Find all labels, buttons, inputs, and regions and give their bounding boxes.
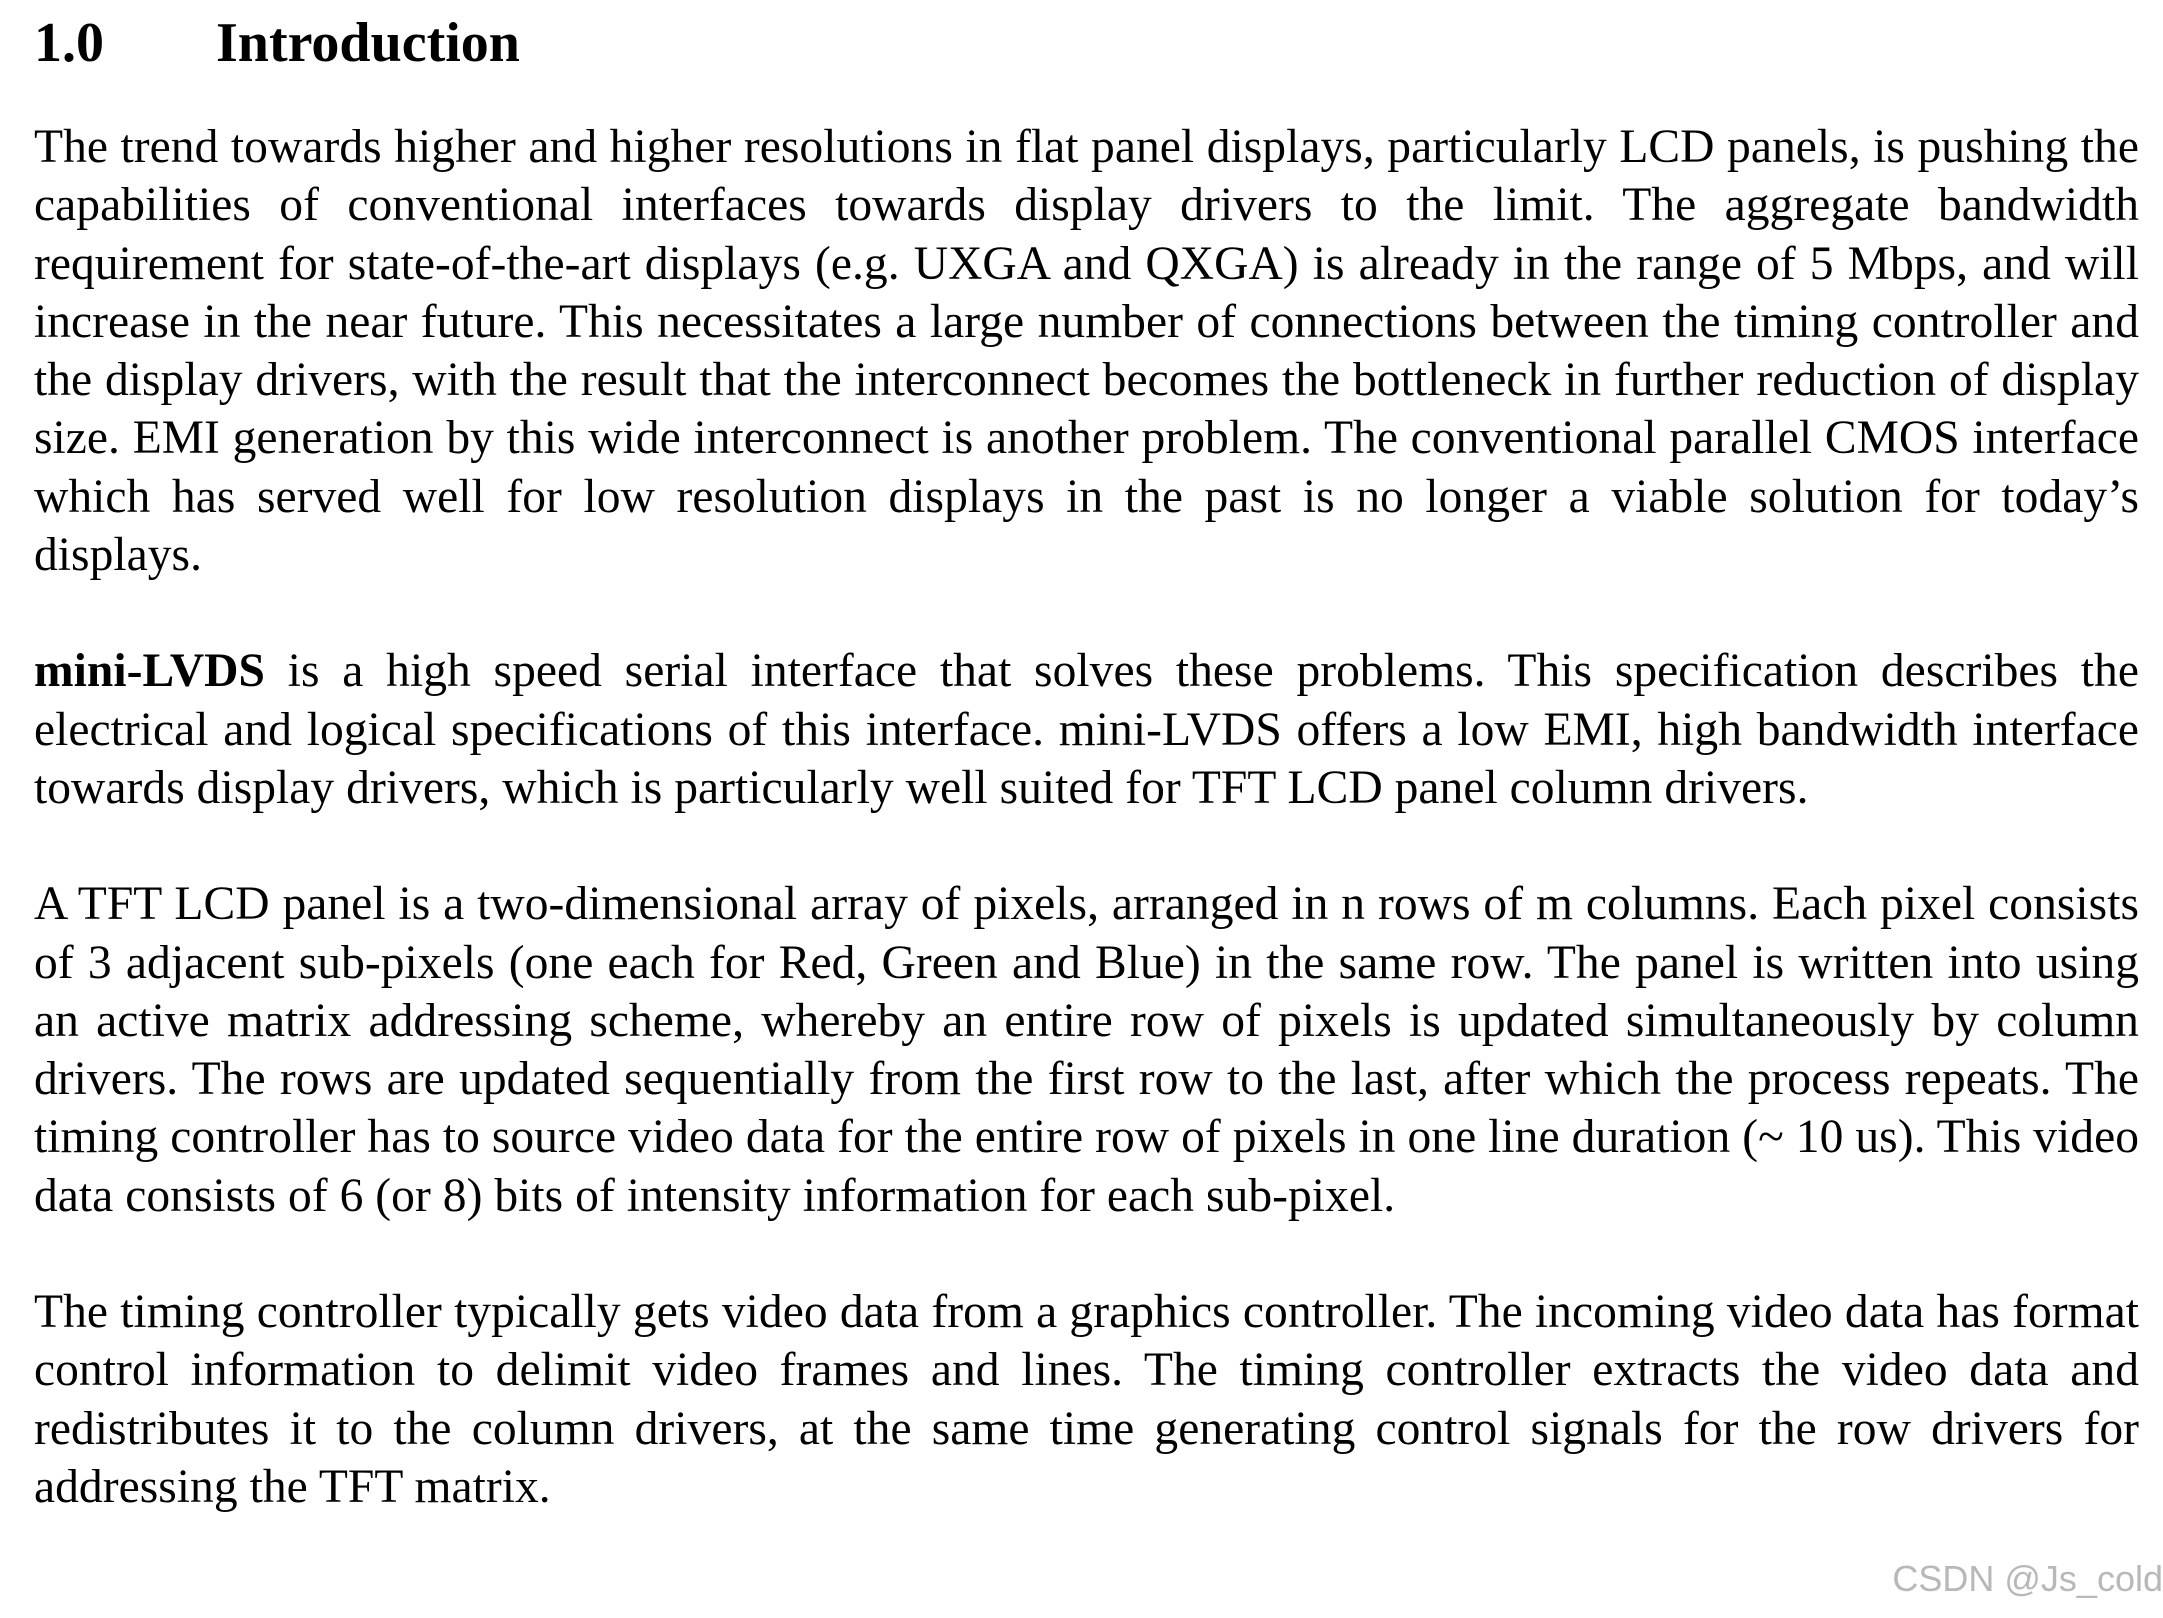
paragraph-4: [34, 1283, 2139, 1516]
paragraph-2: [34, 642, 2139, 817]
paragraph-3: [34, 875, 2139, 1225]
paragraph-2-text: is a high speed serial interface that solves these problems. This specification describes the electrical and logical specifications of this interface. mini-LVDS offers a low EMI, high bandwidth interface towards display drivers, which is particularly well suited for TFT LCD panel column drivers.: [34, 645, 2139, 814]
section-number: 1.0: [34, 12, 104, 74]
paragraph-3-text: A TFT LCD panel is a two-dimensional array of pixels, arranged in n rows of m columns. Each pixel consists of 3 adjacent sub-pixels (one each for Red, Green and Blue) in the same row. The panel is written into using an active matrix addressing scheme, whereby an entire row of pixels is updated simultaneously by column drivers. The rows are updated sequentially from the first row to the last, after which the process repeats. The timing controller has to source video data for the entire row of pixels in one line duration (~ 10 us). This video data consists of 6 (or 8) bits of intensity information for each sub-pixel.: [34, 878, 2139, 1222]
paragraph-1: [34, 118, 2139, 584]
paragraph-1-text: The trend towards higher and higher resolutions in flat panel displays, particularly LCD panels, is pushing the capabilities of conventional interfaces towards display drivers to the limit. The aggregate bandwidth requirement for state-of-the-art displays (e.g. UXGA and QXGA) is already in the range of 5 Mbps, and will increase in the near future. This necessitates a large number of connections between the timing controller and the display drivers, with the result that the interconnect becomes the bottleneck in further reduction of display size. EMI generation by this wide interconnect is another problem. The conventional parallel CMOS interface which has served well for low resolution displays in the past is no longer a viable solution for today’s displays.: [34, 121, 2139, 582]
paragraph-4-text: The timing controller typically gets video data from a graphics controller. The incoming video data has format control information to delimit video frames and lines. The timing controller extracts the video data and redistributes it to the column drivers, at the same time generating control signals for the row drivers for addressing the TFT matrix.: [34, 1286, 2139, 1513]
document-page: [34, 6, 2139, 1574]
section-heading: [34, 6, 2139, 80]
paragraph-2-bold-term: mini-LVDS: [34, 645, 265, 698]
watermark: CSDN @Js_cold: [1892, 1558, 2163, 1599]
section-title: Introduction: [216, 12, 520, 74]
